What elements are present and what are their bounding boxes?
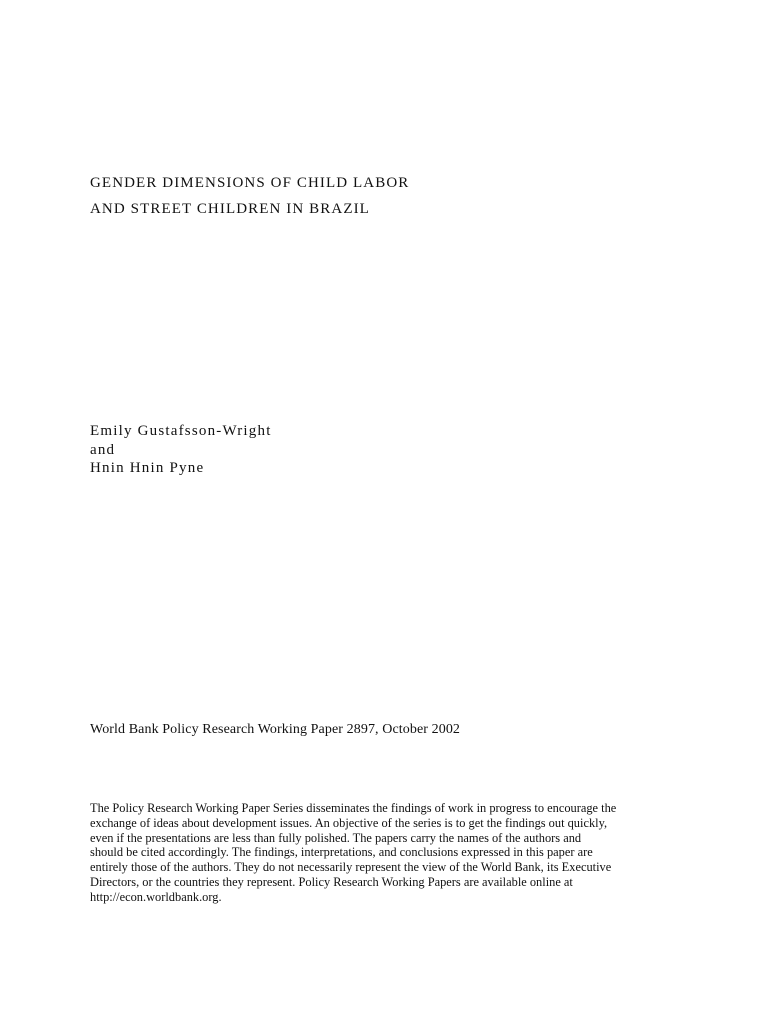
disclaimer-line-6: Directors, or the countries they represent. Policy Research Working Papers are available online at: [90, 874, 573, 889]
disclaimer-line-7: http://econ.worldbank.org.: [90, 889, 222, 904]
disclaimer-line-1: The Policy Research Working Paper Series disseminates the findings of work in progress to encourage the: [90, 801, 617, 815]
author-1: Emily Gustafsson-Wright: [90, 423, 272, 439]
paper-title: [90, 170, 409, 222]
working-paper-series: World Bank Policy Research Working Paper 2897, October 2002: [90, 722, 461, 737]
title-line-2: AND STREET CHILDREN IN BRAZIL: [90, 201, 370, 217]
disclaimer-paragraph: [90, 801, 690, 905]
disclaimer-line-3: even if the presentations are less than fully polished. The papers carry the names of the authors and: [90, 830, 582, 845]
author-2: Hnin Hnin Pyne: [90, 460, 205, 476]
title-line-1: GENDER DIMENSIONS OF CHILD LABOR: [90, 175, 410, 191]
disclaimer-line-4: should be cited accordingly. The findings, interpretations, and conclusions expressed in this paper are: [90, 845, 593, 860]
author-list: [90, 422, 272, 478]
disclaimer-line-5: entirely those of the authors. They do not necessarily represent the view of the World Bank, its Executive: [90, 860, 612, 875]
disclaimer-line-2: exchange of ideas about development issues. An objective of the series is to get the findings out quickly,: [90, 815, 608, 830]
author-conjunction: and: [90, 441, 116, 458]
